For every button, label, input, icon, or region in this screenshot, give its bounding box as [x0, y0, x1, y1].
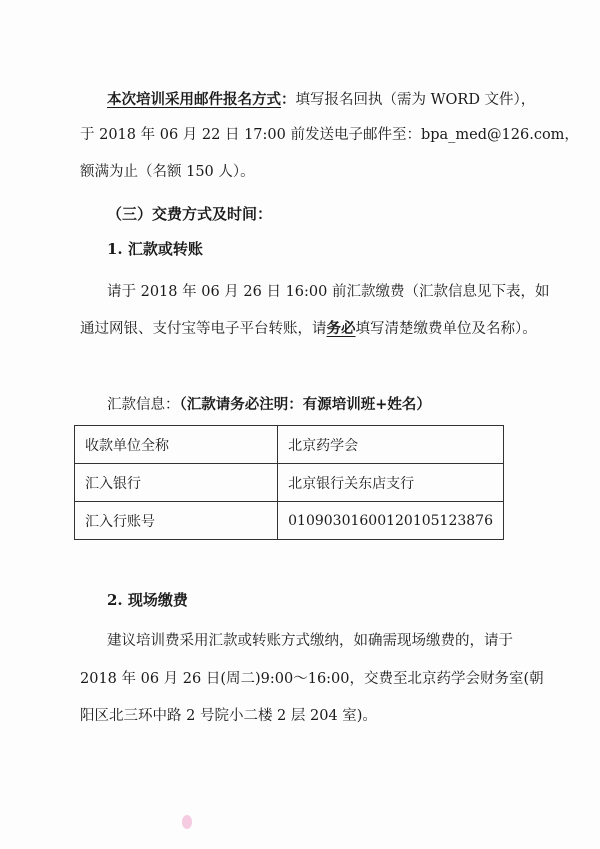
onsite-line-1: 建议培训费采用汇款或转账方式缴纳，如确需现场缴费的，请于 [107, 633, 513, 649]
registration-label: 本次培训采用邮件报名方式 [107, 91, 281, 108]
remittance-para-line-1: 请于 2018 年 06 月 26 日 16:00 前汇款缴费（汇款信息见下表，如 [107, 284, 550, 300]
remittance-para-part-a: 通过网银、支付宝等电子平台转账，请 [80, 321, 327, 337]
table-row [75, 464, 504, 502]
remittance-para-line-2 [80, 319, 537, 339]
registration-line-1 [107, 90, 535, 110]
table-cell-value: 北京银行关东店支行 [278, 464, 504, 502]
table-row [75, 426, 504, 464]
table-cell-value: 北京药学会 [278, 426, 504, 464]
remittance-info-line [107, 395, 431, 415]
table-cell-label: 汇入银行 [75, 464, 278, 502]
section-3-heading: （三）交费方式及时间： [107, 205, 273, 223]
remittance-heading: 1. 汇款或转账 [107, 240, 203, 258]
ink-smudge [182, 815, 192, 829]
table-cell-value: 01090301600120105123876 [278, 502, 504, 540]
onsite-line-3: 阳区北三环中路 2 号院小二楼 2 层 204 室)。 [80, 708, 377, 724]
remittance-info-label: 汇款信息： [107, 397, 180, 413]
registration-line-3: 额满为止（名额 150 人）。 [80, 164, 255, 180]
table-cell-label: 收款单位全称 [75, 426, 278, 464]
table-row [75, 502, 504, 540]
registration-text: 填写报名回执（需为 WORD 文件）， [295, 92, 536, 108]
onsite-heading: 2. 现场缴费 [107, 591, 188, 609]
registration-line-2: 于 2018 年 06 月 22 日 17:00 前发送电子邮件至：bpa_med@126.com， [80, 127, 579, 143]
remittance-table [74, 425, 504, 540]
remittance-para-part-b: 填写清楚缴费单位及名称）。 [355, 321, 537, 337]
onsite-line-2: 2018 年 06 月 26 日(周二)9:00～16:00，交费至北京药学会财务室(朝 [80, 671, 544, 687]
table-cell-label: 汇入行账号 [75, 502, 278, 540]
remittance-info-note: （汇款请务必注明：有源培训班+姓名） [179, 396, 431, 413]
remittance-emphasis: 务必 [326, 320, 356, 337]
registration-colon: ： [281, 91, 296, 108]
